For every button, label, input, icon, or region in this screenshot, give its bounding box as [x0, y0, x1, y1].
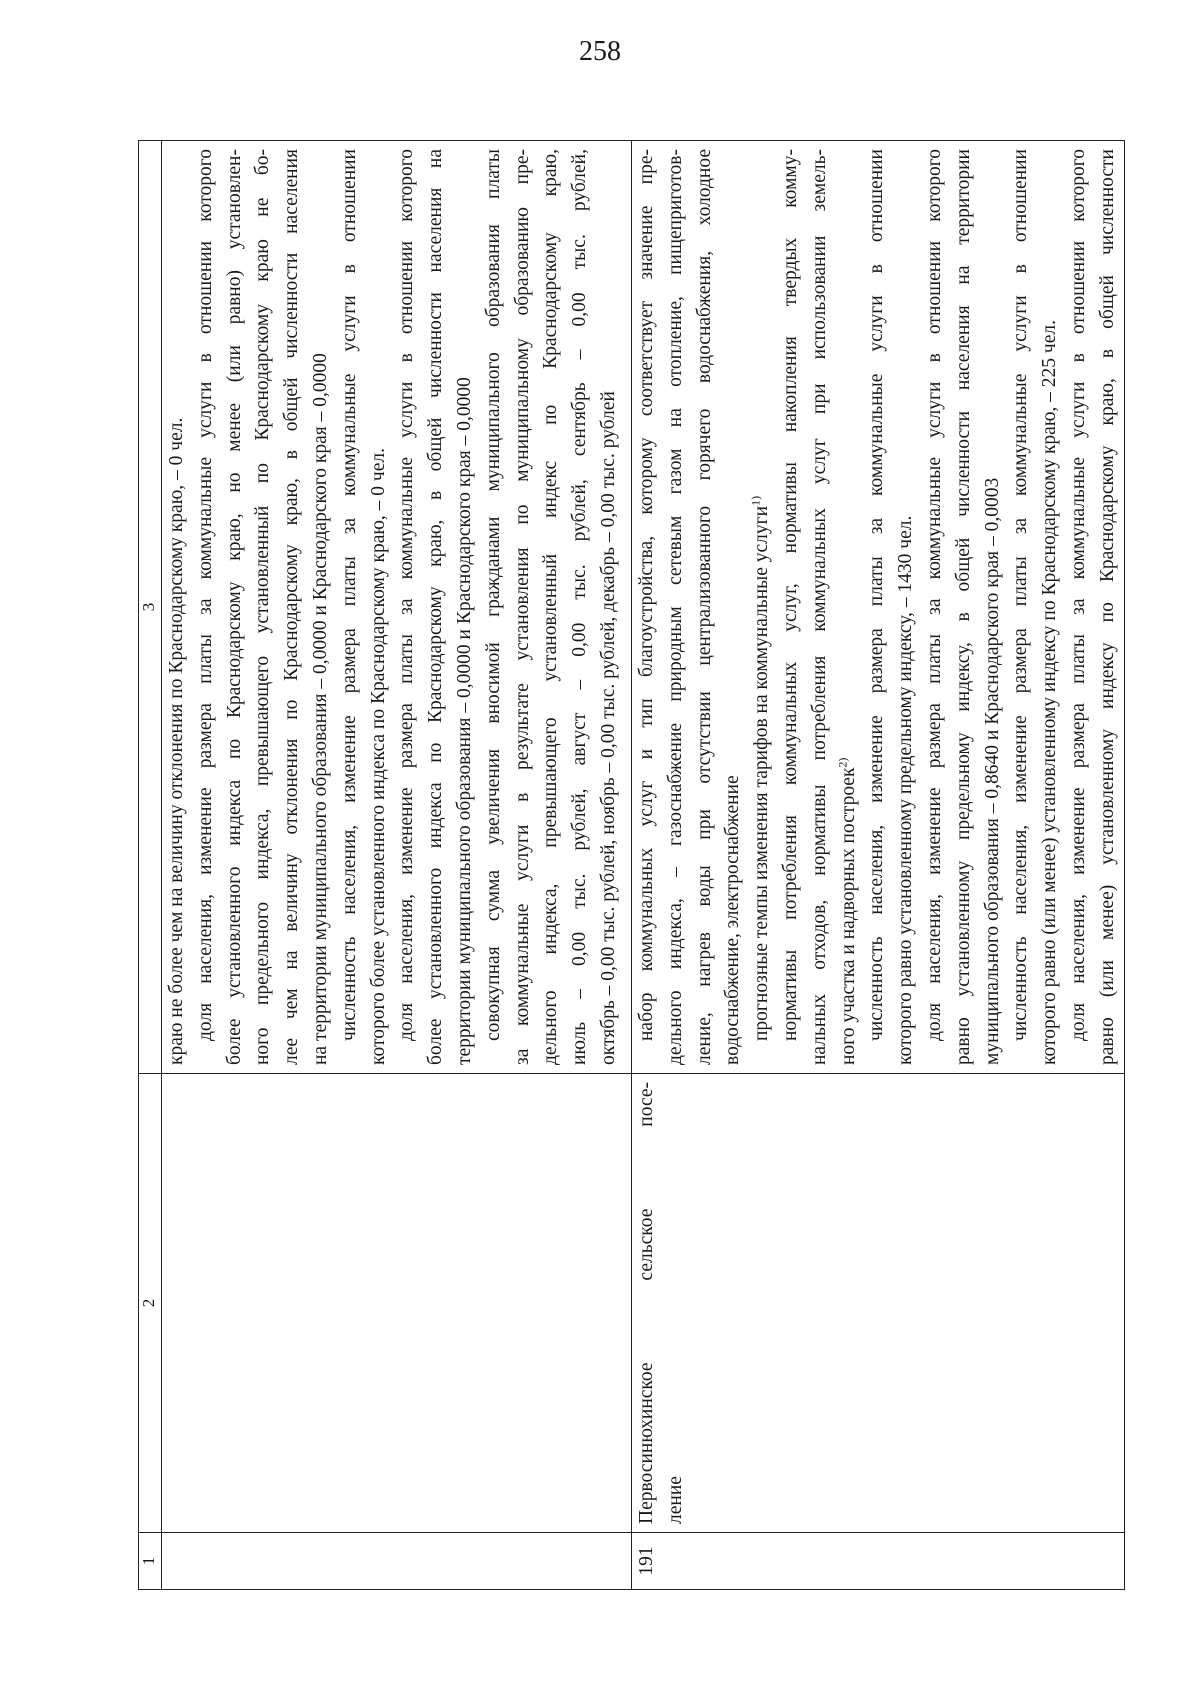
text-line-content: набор коммунальных услуг и тип благоустройства, которому соответствует значение пре- [636, 149, 657, 1041]
page-number: 258 [579, 36, 621, 67]
text-line [393, 149, 422, 1065]
text-line-content: июль – 0,00 тыс. рублей, август – 0,00 тыс. рублей, сентябрь – 0,00 тыс. рублей, [569, 149, 591, 1065]
text-line-content: дельного индекса, превышающего установленный индекс по Краснодарскому краю, [540, 149, 562, 1065]
text-line [221, 149, 250, 1065]
text-line [892, 149, 921, 1065]
text-line [422, 149, 451, 1065]
text-line-content: дельного индекса, – газоснабжение природным сетевым газом на отопление, пищеприготов- [664, 149, 686, 1065]
text-line [451, 149, 480, 1065]
text-line [691, 149, 720, 1065]
text-line-content: за коммунальные услуги в результате установления по муниципальному образованию пре- [511, 149, 533, 1065]
text-line-content: водоснабжение, электроснабжение [722, 775, 744, 1065]
text-line-content: более установленного индекса по Краснодарскому краю, в общей численности населения на [425, 149, 447, 1065]
text-line [509, 149, 538, 1065]
text-line [307, 149, 336, 1065]
table-row-191 [632, 141, 1125, 1590]
text-line-content: на территории муниципального образования – 0,0000 и Краснодарского края – 0,0000 [309, 353, 331, 1065]
text-line-content: доля населения, изменение размера платы за коммунальные услуги в отношении которого [1067, 149, 1089, 1041]
text-line [480, 149, 509, 1065]
text-line-content: ного предельного индекса, превышающего установленный по Краснодарскому краю не бо- [252, 149, 274, 1065]
rotated-table-container [138, 140, 1118, 1590]
text-line-content: которого равно (или менее) установленному индексу по Краснодарскому краю, – 225 чел. [1039, 320, 1061, 1065]
text-line-content: доля населения, изменение размера платы за коммунальные услуги в отношении которого [396, 149, 418, 1041]
text-line [1036, 149, 1065, 1065]
text-line [249, 149, 278, 1065]
header-col-3: 3 [139, 141, 162, 1074]
text-line [633, 149, 662, 1065]
table-row-continued [162, 141, 632, 1590]
text-line-content: доля населения, изменение размера платы за коммунальные услуги в отношении которого [923, 149, 945, 1041]
header-col-2: 2 [139, 1074, 162, 1533]
text-line [806, 149, 835, 1065]
entity-line: Первосинюхинское сельское посе- [636, 1082, 657, 1524]
header-col-1: 1 [139, 1533, 162, 1590]
table-header-row [139, 141, 162, 1590]
text-line [566, 149, 595, 1065]
continued-row-number [162, 1533, 632, 1590]
text-line-content: которого равно установленному предельному индексу, – 1430 чел. [895, 515, 917, 1065]
text-line [835, 149, 864, 1065]
text-line-content: более установленного индекса по Краснодарскому краю, но менее (или равно) установлен- [223, 149, 245, 1065]
text-line-content: ление, нагрев воды при отсутствии централизованного горячего водоснабжения, холодное [693, 149, 715, 1065]
text-line-content: численность населения, изменение размера платы за коммунальные услуги в отношении [1010, 149, 1032, 1041]
text-line-content: октябрь – 0,00 тыс. рублей, ноябрь – 0,00 тыс. рублей, декабрь – 0,00 тыс. рублей [597, 391, 619, 1065]
text-line [537, 149, 566, 1065]
continued-row-content [162, 141, 632, 1074]
text-line-content: муниципального образования – 0,8640 и Краснодарского края – 0,0003 [981, 477, 1003, 1065]
text-line-content: территории муниципального образования – 0,0000 и Краснодарского края – 0,0000 [453, 377, 475, 1065]
data-table [138, 140, 1125, 1590]
text-line [863, 149, 892, 1065]
text-line [1094, 149, 1123, 1065]
row-191-number: 191 [632, 1533, 1125, 1590]
text-line [921, 149, 950, 1065]
text-line-content: краю не более чем на величину отклонения по Краснодарскому краю, – 0 чел. [166, 417, 187, 1065]
text-line [336, 149, 365, 1065]
text-line-content: доля населения, изменение размера платы за коммунальные услуги в отношении которого [194, 149, 216, 1041]
text-line [365, 149, 394, 1065]
text-line [950, 149, 979, 1065]
text-line [1007, 149, 1036, 1065]
text-line-content: лее чем на величину отклонения по Краснодарскому краю, в общей численности населения [281, 149, 303, 1065]
text-line-content: нормативы потребления коммунальных услуг, нормативы накопления твердых комму- [779, 149, 801, 1041]
text-line [662, 149, 691, 1065]
text-line-content: ного участка и надворных построек [837, 767, 859, 1065]
text-line [595, 149, 624, 1065]
text-line [192, 149, 221, 1065]
text-line-content: равно установленному предельному индексу, в общей численности населения на территории [952, 149, 974, 1065]
text-line-content: прогнозные темпы изменения тарифов на коммунальные услуги [751, 505, 773, 1041]
footnote-marker: 2) [835, 757, 850, 768]
text-line-content: нальных отходов, нормативы потребления коммунальных услуг при использовании земель- [808, 149, 830, 1065]
text-line [163, 149, 192, 1065]
text-line [748, 149, 777, 1065]
text-line [1065, 149, 1094, 1065]
text-line-content: численность населения, изменение размера платы за коммунальные услуги в отношении [338, 149, 360, 1041]
text-line-content: которого более установленного индекса по Краснодарскому краю, – 0 чел. [367, 448, 389, 1065]
text-line [979, 149, 1008, 1065]
text-line-content: численность населения, изменение размера платы за коммунальные услуги в отношении [866, 149, 888, 1041]
text-line [278, 149, 307, 1065]
row-191-content [632, 141, 1125, 1074]
row-191-entity [632, 1074, 1125, 1533]
footnote-marker: 1) [748, 495, 763, 506]
text-line [777, 149, 806, 1065]
text-line-content: совокупная сумма увеличения вносимой гражданами муниципального образования платы [482, 149, 504, 1041]
continued-row-entity [162, 1074, 632, 1533]
text-line [719, 149, 748, 1065]
entity-line: ление [664, 1476, 686, 1524]
text-line-content: равно (или менее) установленному индексу по Краснодарскому краю, в общей численности [1096, 149, 1118, 1065]
